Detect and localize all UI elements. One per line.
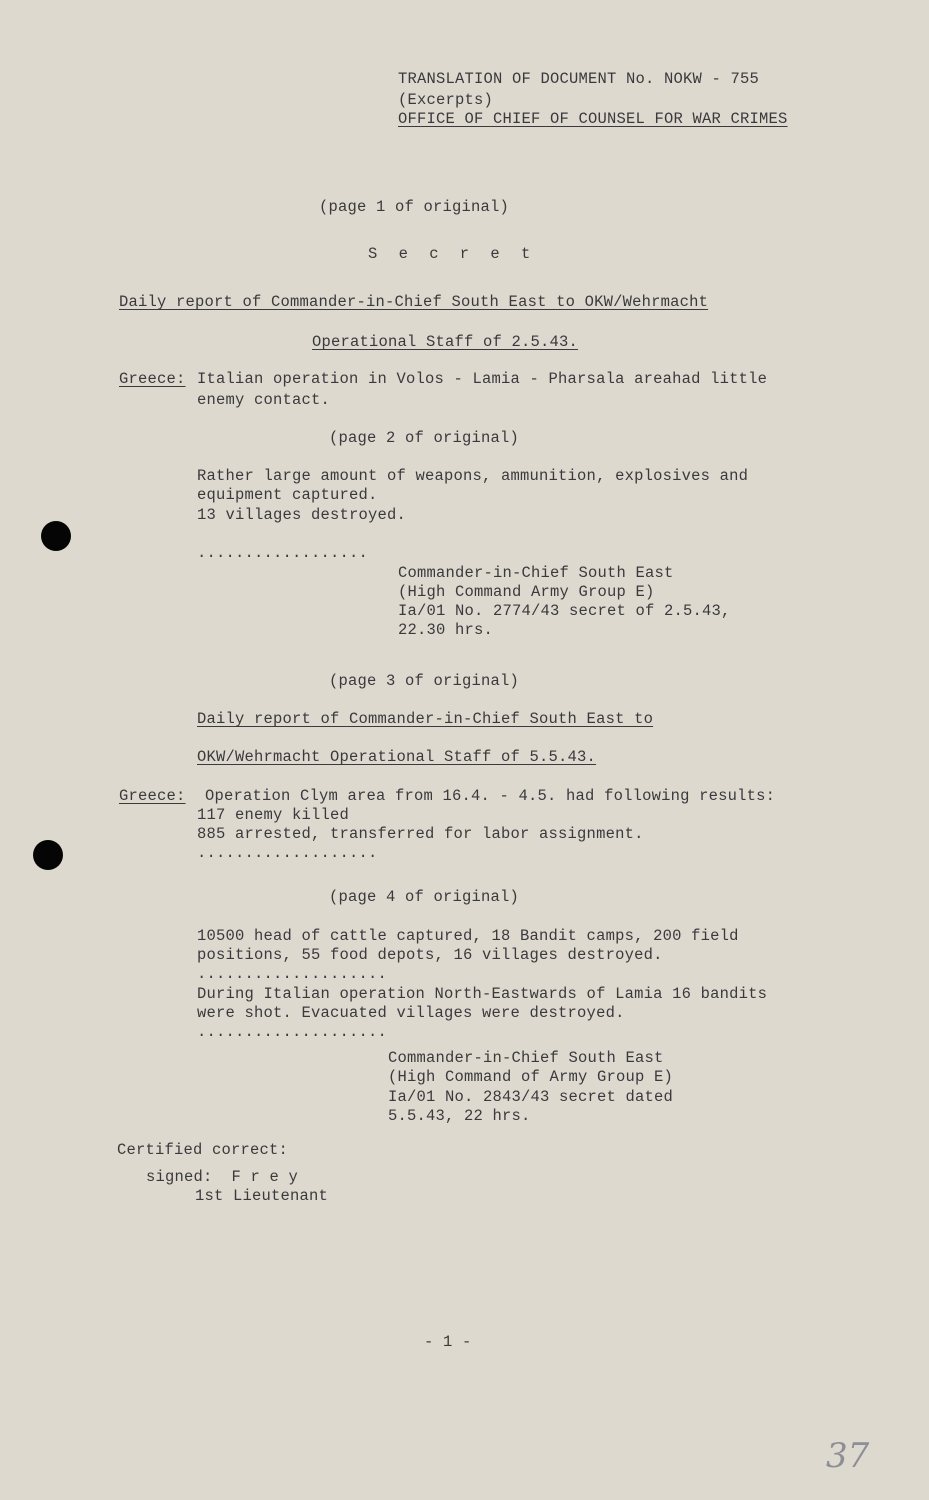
page-2-line-2: equipment captured.: [197, 486, 378, 504]
signed-line: signed: F r e y: [146, 1168, 299, 1186]
report-subtitle-1: Operational Staff of 2.5.43.: [312, 333, 579, 351]
classification-secret: S e c r e t: [368, 245, 537, 263]
signature-block-1-line-4: 22.30 hrs.: [398, 621, 494, 639]
punch-hole-lower: [33, 840, 63, 870]
page-4-line-4: were shot. Evacuated villages were destroyed.: [197, 1004, 625, 1022]
signature-block-2-line-1: Commander-in-Chief South East: [388, 1049, 664, 1067]
page-2-marker: (page 2 of original): [329, 429, 520, 447]
signature-block-2-line-2: (High Command of Army Group E): [388, 1068, 674, 1086]
page-4-marker: (page 4 of original): [329, 888, 520, 906]
page-4-line-2: positions, 55 food depots, 16 villages destroyed.: [197, 946, 663, 964]
certification-line: Certified correct:: [117, 1141, 289, 1159]
page-3-line-2: 117 enemy killed: [197, 806, 350, 824]
signature-block-1-line-2: (High Command Army Group E): [398, 583, 655, 601]
page-4-dots-2: ....................: [197, 1023, 388, 1041]
page-2-line-3: 13 villages destroyed.: [197, 506, 407, 524]
page-4-dots-1: ....................: [197, 965, 388, 983]
greece-label-1: Greece:: [119, 370, 186, 388]
greece-line-1: Italian operation in Volos - Lamia - Pharsala areahad little: [197, 370, 768, 388]
handwritten-page-number: 37: [826, 1436, 870, 1476]
signature-block-2-line-3: Ia/01 No. 2843/43 secret dated: [388, 1088, 674, 1106]
page-3-line-1: Operation Clym area from 16.4. - 4.5. had following results:: [205, 787, 776, 805]
greece-label-2: Greece:: [119, 787, 186, 805]
page-2-dots: ..................: [197, 544, 369, 562]
page-1-marker: (page 1 of original): [319, 198, 510, 216]
report-title-1: Daily report of Commander-in-Chief South East to OKW/Wehrmacht: [119, 293, 709, 311]
page-number: - 1 -: [424, 1333, 472, 1351]
page-2-line-1: Rather large amount of weapons, ammunition, explosives and: [197, 467, 749, 485]
report-title-2-line-2: OKW/Wehrmacht Operational Staff of 5.5.43.: [197, 748, 597, 766]
header-line-3: OFFICE OF CHIEF OF COUNSEL FOR WAR CRIMES: [398, 110, 788, 128]
signature-block-1-line-1: Commander-in-Chief South East: [398, 564, 674, 582]
punch-hole-upper: [41, 521, 71, 551]
greece-line-2: enemy contact.: [197, 391, 331, 409]
page-4-line-1: 10500 head of cattle captured, 18 Bandit camps, 200 field: [197, 927, 739, 945]
signature-block-1-line-3: Ia/01 No. 2774/43 secret of 2.5.43,: [398, 602, 731, 620]
page-3-marker: (page 3 of original): [329, 672, 520, 690]
header-line-2: (Excerpts): [398, 91, 494, 109]
page-3-dots: ...................: [197, 844, 378, 862]
header-line-1: TRANSLATION OF DOCUMENT No. NOKW - 755: [398, 70, 760, 88]
page-3-line-3: 885 arrested, transferred for labor assignment.: [197, 825, 644, 843]
report-title-2-line-1: Daily report of Commander-in-Chief South East to: [197, 710, 654, 728]
rank-line: 1st Lieutenant: [195, 1187, 329, 1205]
page-4-line-3: During Italian operation North-Eastwards of Lamia 16 bandits: [197, 985, 768, 1003]
signature-block-2-line-4: 5.5.43, 22 hrs.: [388, 1107, 531, 1125]
